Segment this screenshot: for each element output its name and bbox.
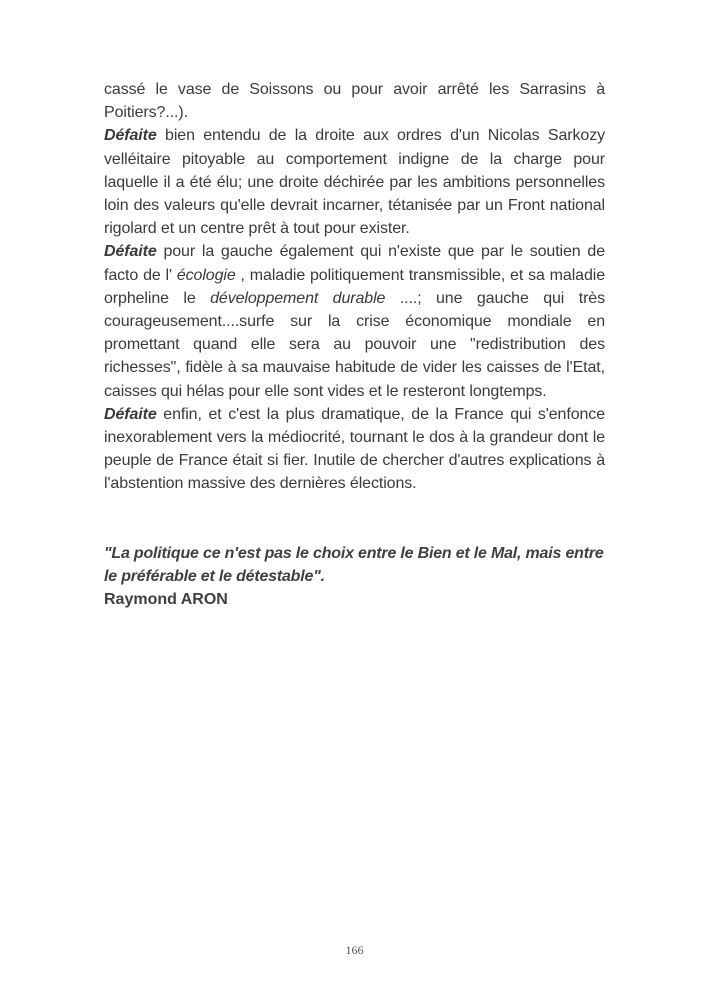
paragraph-3-em-b: développement durable — [210, 289, 386, 307]
paragraph-2-text: bien entendu de la droite aux ordres d'un Nicolas Sarkozy velléitaire pitoyable au comportement indigne de la charge pour laquelle il a été élu; une droite déchirée par les ambitions personnelles loin des valeurs qu'elle devrait incarner, tétanisée par un Front national rigolard et un centre prêt à tout pour exister. — [104, 127, 605, 238]
quote-author: Raymond ARON — [104, 591, 228, 609]
paragraph-4 — [104, 403, 605, 496]
paragraph-3-lead: Défaite — [104, 243, 157, 261]
paragraph-3-text-c: ....; une gauche qui très courageusement....surfe sur la crise économique mondiale en promettant quand elle sera au pouvoir une "redistribution des richesses", fidèle à sa mauvaise habitude de vider les caisses de l'Etat, caisses qui hélas pour elle sont vides et le resteront longtemps. — [104, 289, 605, 400]
section-spacer — [104, 496, 605, 542]
quote-text: "La politique ce n'est pas le choix entre le Bien et le Mal, mais entre le préférable et le détestable". — [104, 544, 604, 585]
paragraph-1 — [104, 78, 605, 124]
paragraph-4-text: enfin, et c'est la plus dramatique, de la France qui s'enfonce inexorablement vers la médiocrité, tournant le dos à la grandeur dont le peuple de France était si fier. Inutile de chercher d'autres explications à l'abstention massive des dernières élections. — [104, 405, 605, 493]
paragraph-3-text-a: pour la gauche également qui n'existe que par le soutien de facto de l' — [104, 243, 605, 284]
paragraph-2 — [104, 124, 605, 240]
paragraph-1-text: cassé le vase de Soissons ou pour avoir arrêté les Sarrasins à Poitiers?...). — [104, 81, 605, 122]
page-number: 166 — [345, 943, 364, 957]
paragraph-2-lead: Défaite — [104, 127, 157, 145]
paragraph-3-em-a: écologie — [176, 266, 236, 284]
page-body — [104, 78, 605, 611]
paragraph-3 — [104, 240, 605, 402]
paragraph-4-lead: Défaite — [104, 405, 157, 423]
paragraph-3-text-b: , maladie politiquement transmissible, et sa maladie orpheline le — [104, 266, 606, 307]
